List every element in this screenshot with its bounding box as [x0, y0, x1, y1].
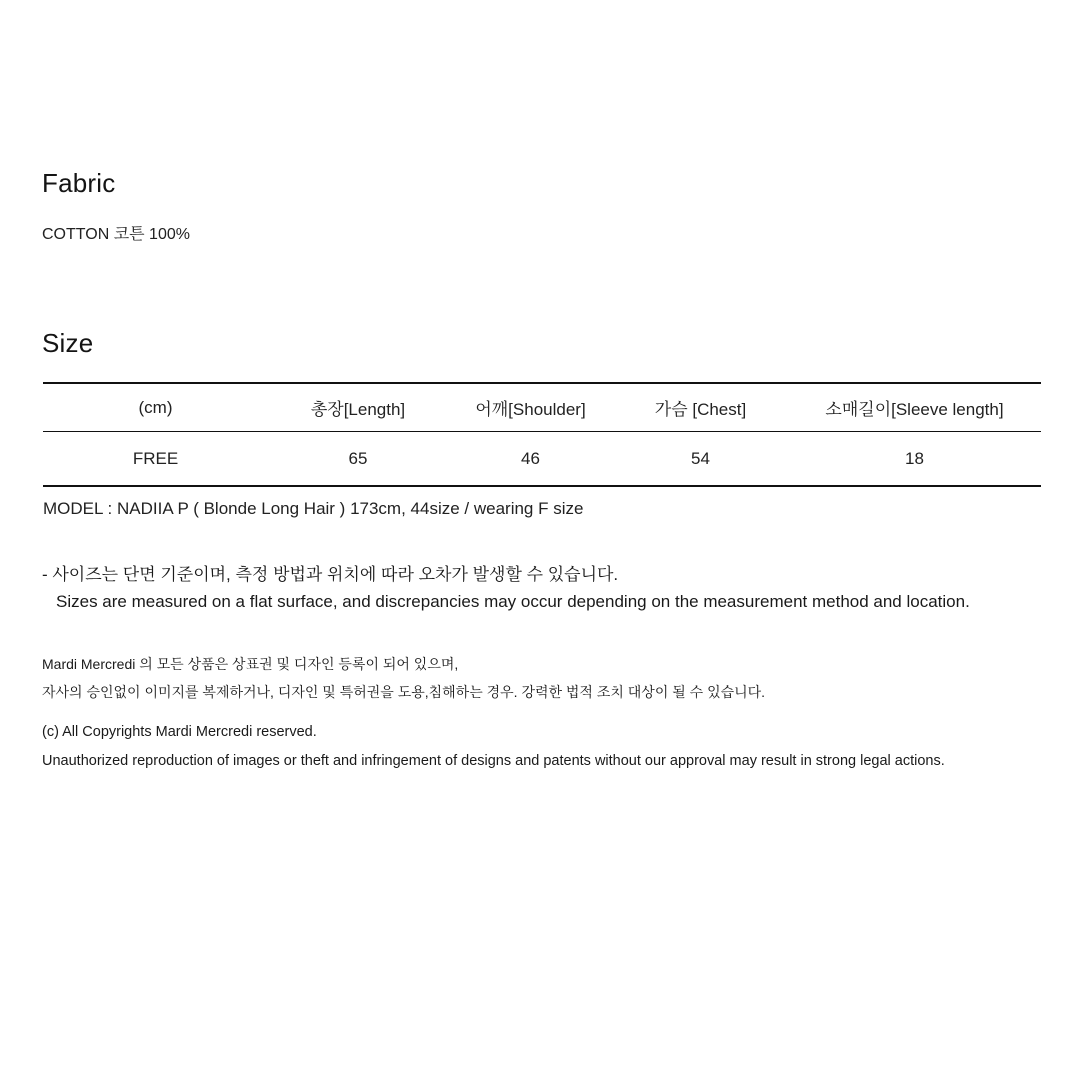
size-notice-english: Sizes are measured on a flat surface, and discrepancies may occur depending on the measurement method and location.	[56, 592, 970, 611]
size-heading: Size	[42, 328, 94, 358]
trademark-notice	[42, 650, 765, 706]
trademark-notice-line-1: Mardi Mercredi 의 모든 상품은 상표권 및 디자인 등록이 되어 있으며,	[42, 656, 459, 672]
shoulder-header: 어깨[Shoulder]	[475, 400, 586, 419]
model-info: MODEL : NADIIA P ( Blonde Long Hair ) 173cm, 44size / wearing F size	[43, 499, 584, 518]
table-row	[43, 432, 1041, 487]
trademark-notice-line-2: 자사의 승인없이 이미지를 복제하거나, 디자인 및 특허권을 도용,침해하는 경우. 강력한 법적 조치 대상이 될 수 있습니다.	[42, 684, 766, 700]
length-header: 총장[Length]	[310, 400, 406, 419]
length-cell: 65	[348, 448, 368, 468]
copyright-notice	[42, 718, 945, 776]
copyright-line-1: (c) All Copyrights Mardi Mercredi reserved.	[42, 724, 317, 740]
size-table-header-row	[43, 383, 1041, 432]
fabric-composition: COTTON 코튼 100%	[42, 226, 190, 243]
fabric-heading: Fabric	[42, 168, 116, 198]
sleeve-length-cell: 18	[905, 448, 924, 468]
shoulder-cell: 46	[521, 448, 540, 468]
chest-header: 가슴 [Chest]	[654, 400, 747, 419]
copyright-line-2: Unauthorized reproduction of images or theft and infringement of designs and patents without our approval may result in strong legal actions.	[42, 753, 945, 769]
size-notice	[42, 561, 970, 615]
size-notice-korean: - 사이즈는 단면 기준이며, 측정 방법과 위치에 따라 오차가 발생할 수 있습니다.	[42, 565, 619, 584]
chest-cell: 54	[691, 448, 710, 468]
sleeve-length-header: 소매길이[Sleeve length]	[825, 400, 1004, 419]
size-label-cell: FREE	[132, 448, 179, 468]
size-table	[43, 382, 1041, 487]
unit-header: (cm)	[138, 397, 173, 417]
